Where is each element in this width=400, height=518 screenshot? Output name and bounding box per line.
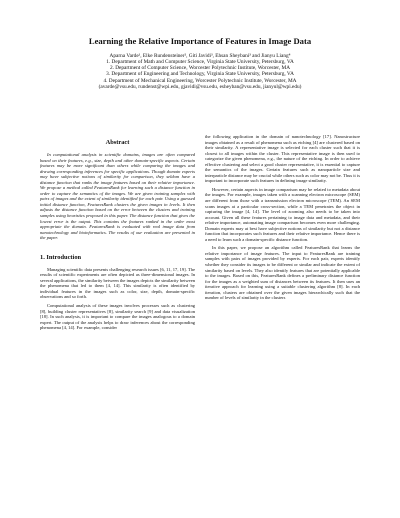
author-names: Aparna Varde¹, Elke Rundensteiner², Giti Javidi³, Ehsan Sheybani³ and Jianyu Liang⁴ <box>109 53 291 59</box>
affiliation-1: 1. Department of Math and Computer Science, Virginia State University, Petersburg, VA <box>106 59 294 66</box>
author-emails: (avarde@vsu.edu, rundenst@wpi.edu, gjavidi@vsu.edu, esheyban@vsu.edu, jianyul@wpi.edu) <box>98 83 302 90</box>
left-column <box>40 134 195 334</box>
paper-title: Learning the Relative Importance of Features in Image Data <box>88 36 312 46</box>
affiliation-4: 4. Department of Mechanical Engineering, Worcester Polytechnic Institute, Worcester, MA <box>103 77 297 84</box>
introduction-heading: 1. Introduction <box>40 253 82 261</box>
intro-paragraph-1: Managing scientific data presents challenging research issues [6, 11, 17, 19]. The results of scientific experiments are often depicted as three-dimensional images. In several applications, the similarity between the images depicts the similarity between the phenomena that led to them [4, 14]. This similarity is often identified by individual features in the images such as color, size, depth, domain-specific observations and so forth. <box>40 266 195 300</box>
right-paragraph-2: However, certain aspects in image comparison may be related to metadata about the images. For example, images taken with a scanning electron microscope (SEM) are different from those with a transmission electron microscope (TEM). An SEM scans images at a particular cross-section, while a TEM penetrates the object in capturing the image [4, 14]. The level of zooming also needs to be taken into account. Given all these features pertaining to image data and metadata, and their relative importance, automating image comparison becomes even more challenging. Domain experts may at best have subjective notions of similarity but not a distance function that incorporates such features and their relative importance. Hence there is a need to learn such a domain-specific distance function. <box>205 186 360 242</box>
affiliation-3: 3. Department of Engineering and Technology, Virginia State University, Petersburg, VA <box>106 71 294 78</box>
intro-paragraph-2: Computational analysis of these images involves processes such as clustering [8], building cluster representatives [8], similarity search [9] and data visualization [18]. In such analysis, it is important to compare the images analogous to a domain expert. The output of the analysis helps to draw inferences about the corresponding phenomena [4, 14]. For example, consider <box>40 303 195 331</box>
right-paragraph-1: the following application in the domain of nanotechnology [17]. Nanostructure images obtained as a result of phenomena such as etching [4] are clustered based on their similarity. A representative image is selected for each cluster such that it is closest to all images within the cluster. This representative image is then used to categorize the given phenomena, e.g., the nature of the etching. In order to achieve effective clustering and select a good cluster representative, it is essential to capture the semantics of the images. Certain features such as nanoparticle size and interparticle distance may be crucial while others such as color may not be. Thus it is important to incorporate such features in defining image similarity. <box>205 134 360 184</box>
two-column-body <box>40 134 360 334</box>
affiliation-2: 2. Department of Computer Science, Worcester Polytechnic Institute, Worcester, MA <box>109 65 291 72</box>
right-paragraph-3: In this paper, we propose an algorithm called FeaturesRank that learns the relative importance of image features. The input to FeaturesRank are training samples with pairs of images provided by experts. For each pair, experts identify whether they consider its images to be different or similar and indicate the extent of similarity based on levels. They also identify features that are potentially applicable to the images. Based on this, FeaturesRank defines a preliminary distance function for the images as a weighted sum of distances between its features. It then uses an iterative approach for learning using a suitable clustering algorithm [8]. In each iteration, clusters are obtained over the given images hierarchically such that the number of levels of similarity in the clusters <box>205 245 360 301</box>
abstract-heading: Abstract <box>105 139 130 146</box>
right-column <box>205 134 360 334</box>
author-block <box>40 53 360 90</box>
abstract-text: In computational analysis in scientific domains, images are often compared based on their features, e.g., size, depth and other domain-specific aspects. Certain features may be more significant than others while comparing the images and drawing corresponding inferences for specific applications. Though domain experts may have subjective notions of similarity for comparison, they seldom have a distance function that ranks the image features based on their relative importance. We propose a method called FeaturesRank for learning such a distance function in order to capture the semantics of the images. We are given training samples with pairs of images and the extent of similarity identified for each pair. Using a guessed initial distance function, FeaturesRank clusters the given images in levels. It then adjusts the distance function based on the error between the clusters and training samples using heuristics proposed in this paper. The distance function that gives the lowest error is the output. This contains the features ranked in the order most appropriate the domain. FeaturesRank is evaluated with real image data from nanotechnology and bioinformatics. The results of our evaluation are presented in the paper. <box>40 152 195 241</box>
